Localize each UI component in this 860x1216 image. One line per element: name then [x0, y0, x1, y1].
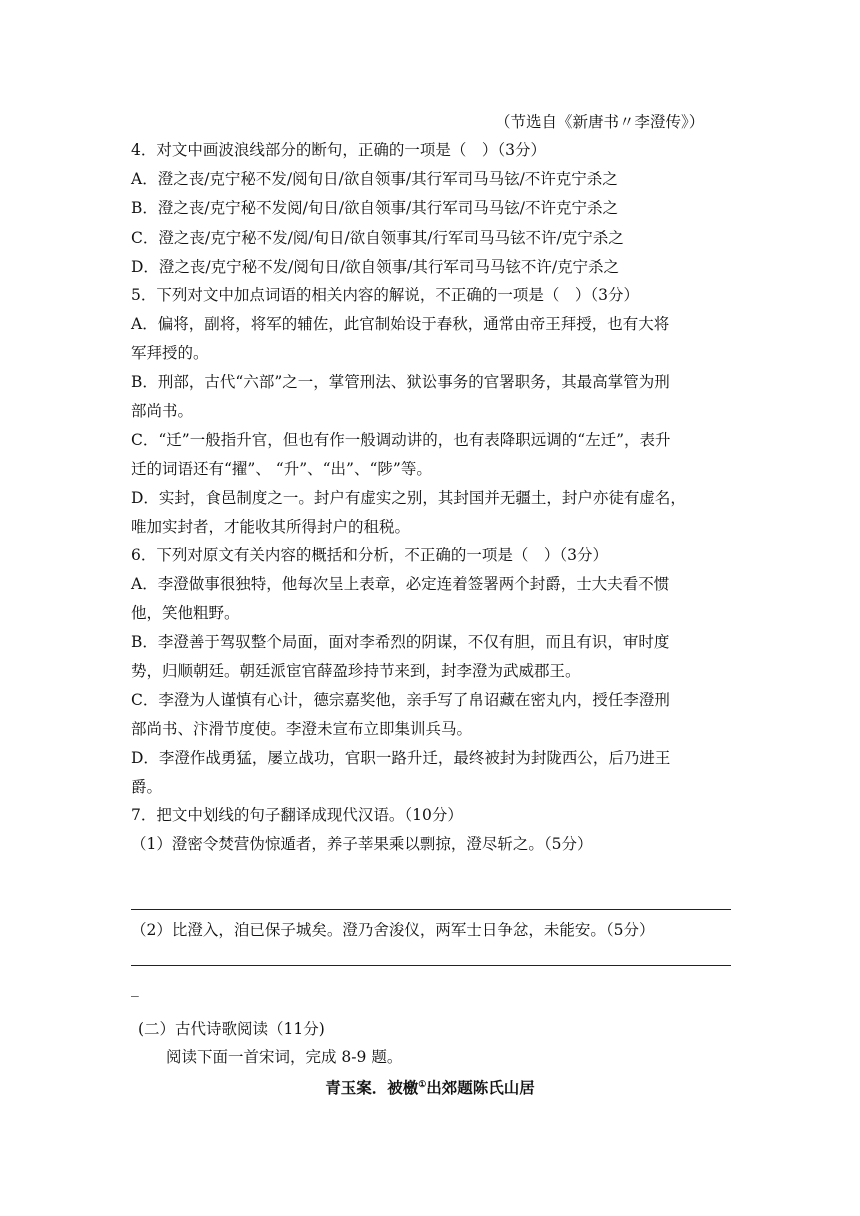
question-6-option-d: D．李澄作战勇猛，屡立战功，官职一路升迁，最终被封为封陇西公，后乃进王 [131, 749, 671, 767]
question-5-option-b: B．刑部，古代“六部”之一，掌管刑法、狱讼事务的官署职务，其最高掌管为刑 [131, 373, 670, 391]
question-5-option-a-cont: 军拜授的。 [131, 344, 209, 362]
question-6-option-a: A．李澄做事很独特，他每次呈上表章，必定连着签署两个封爵，士大夫看不惯 [131, 575, 670, 593]
section-heading: (二）古代诗歌阅读（11分) [138, 1020, 325, 1038]
question-5-option-c-cont: 迁的词语还有“擢”、 “升”、“出”、“陟”等。 [131, 460, 432, 478]
answer-line-1[interactable] [131, 909, 731, 910]
section-instruction: 阅读下面一首宋词，完成 8-9 题。 [166, 1048, 403, 1066]
question-5-option-d-cont: 唯加实封者，才能收其所得封户的租税。 [131, 518, 411, 536]
answer-line-2[interactable] [131, 965, 731, 966]
source-citation: （节选自《新唐书〃李澄传》） [495, 113, 705, 131]
poem-title-part-2: 出郊题陈氏山居 [426, 1078, 535, 1097]
question-5-stem: 5．下列对文中加点词语的相关内容的解说，不正确的一项是（ ）（3分） [131, 286, 639, 304]
question-6-option-c-cont: 部尚书、汴滑节度使。李澄未宣布立即集训兵马。 [131, 720, 473, 738]
question-6-stem: 6．下列对原文有关内容的概括和分析，不正确的一项是（ ）（3分） [131, 546, 608, 564]
question-5-option-a: A．偏将，副将，将军的辅佐，此官制始设于春秋，通常由帝王拜授，也有大将 [131, 315, 670, 333]
question-6-option-c: C．李澄为人谨慎有心计，德宗嘉奖他，亲手写了帛诏藏在密丸内，授任李澄刑 [131, 691, 670, 709]
question-7-stem: 7．把文中划线的句子翻译成现代汉语。（10分） [131, 806, 463, 824]
question-4-option-c: C．澄之丧/克宁秘不发/阅/旬日/欲自领事其/行军司马马铉不许/克宁杀之 [131, 229, 624, 247]
poem-title [0, 1076, 860, 1098]
question-5-option-c: C．“迁”一般指升官，但也有作一般调动讲的，也有表降职远调的“左迁”，表升 [131, 431, 671, 449]
question-4-stem: 4．对文中画波浪线部分的断句，正确的一项是（ ）（3分） [131, 141, 546, 159]
question-4-option-d: D．澄之丧/克宁秘不发/阅旬日/欲自领事/其行军司马马铉不许/克宁杀之 [131, 258, 620, 276]
question-5-option-b-cont: 部尚书。 [131, 402, 194, 420]
question-5-option-d: D．实封，食邑制度之一。封户有虚实之别，其封国并无疆土，封户亦徒有虚名， [131, 489, 686, 507]
question-4-option-b: B．澄之丧/克宁秘不发阅/旬日/欲自领事/其行军司马马铉/不许克宁杀之 [131, 199, 619, 217]
question-6-option-a-cont: 他，笑他粗野。 [131, 604, 240, 622]
answer-line-tail: _ [131, 979, 139, 997]
question-7-sentence-1: （1）澄密令焚营伪惊遁者，养子莘果乘以剽掠，澄尽斩之。（5分） [131, 835, 593, 853]
poem-title-part-1: 青玉案．被檄 [325, 1078, 419, 1097]
question-4-option-a: A．澄之丧/克宁秘不发/阅旬日/欲自领事/其行军司马马铉/不许克宁杀之 [131, 170, 618, 188]
footnote-marker: ① [418, 1079, 427, 1090]
question-6-option-b: B．李澄善于驾驭整个局面，面对李希烈的阴谋，不仅有胆，而且有识，审时度 [131, 633, 670, 651]
question-7-sentence-2: （2）比澄入，洎已保子城矣。澄乃舍浚仪，两军士日争忿，未能安。（5分） [131, 921, 655, 939]
question-6-option-d-cont: 爵。 [131, 778, 163, 796]
question-6-option-b-cont: 势，归顺朝廷。朝廷派宦官薛盈珍持节来到，封李澄为武威郡王。 [131, 662, 581, 680]
